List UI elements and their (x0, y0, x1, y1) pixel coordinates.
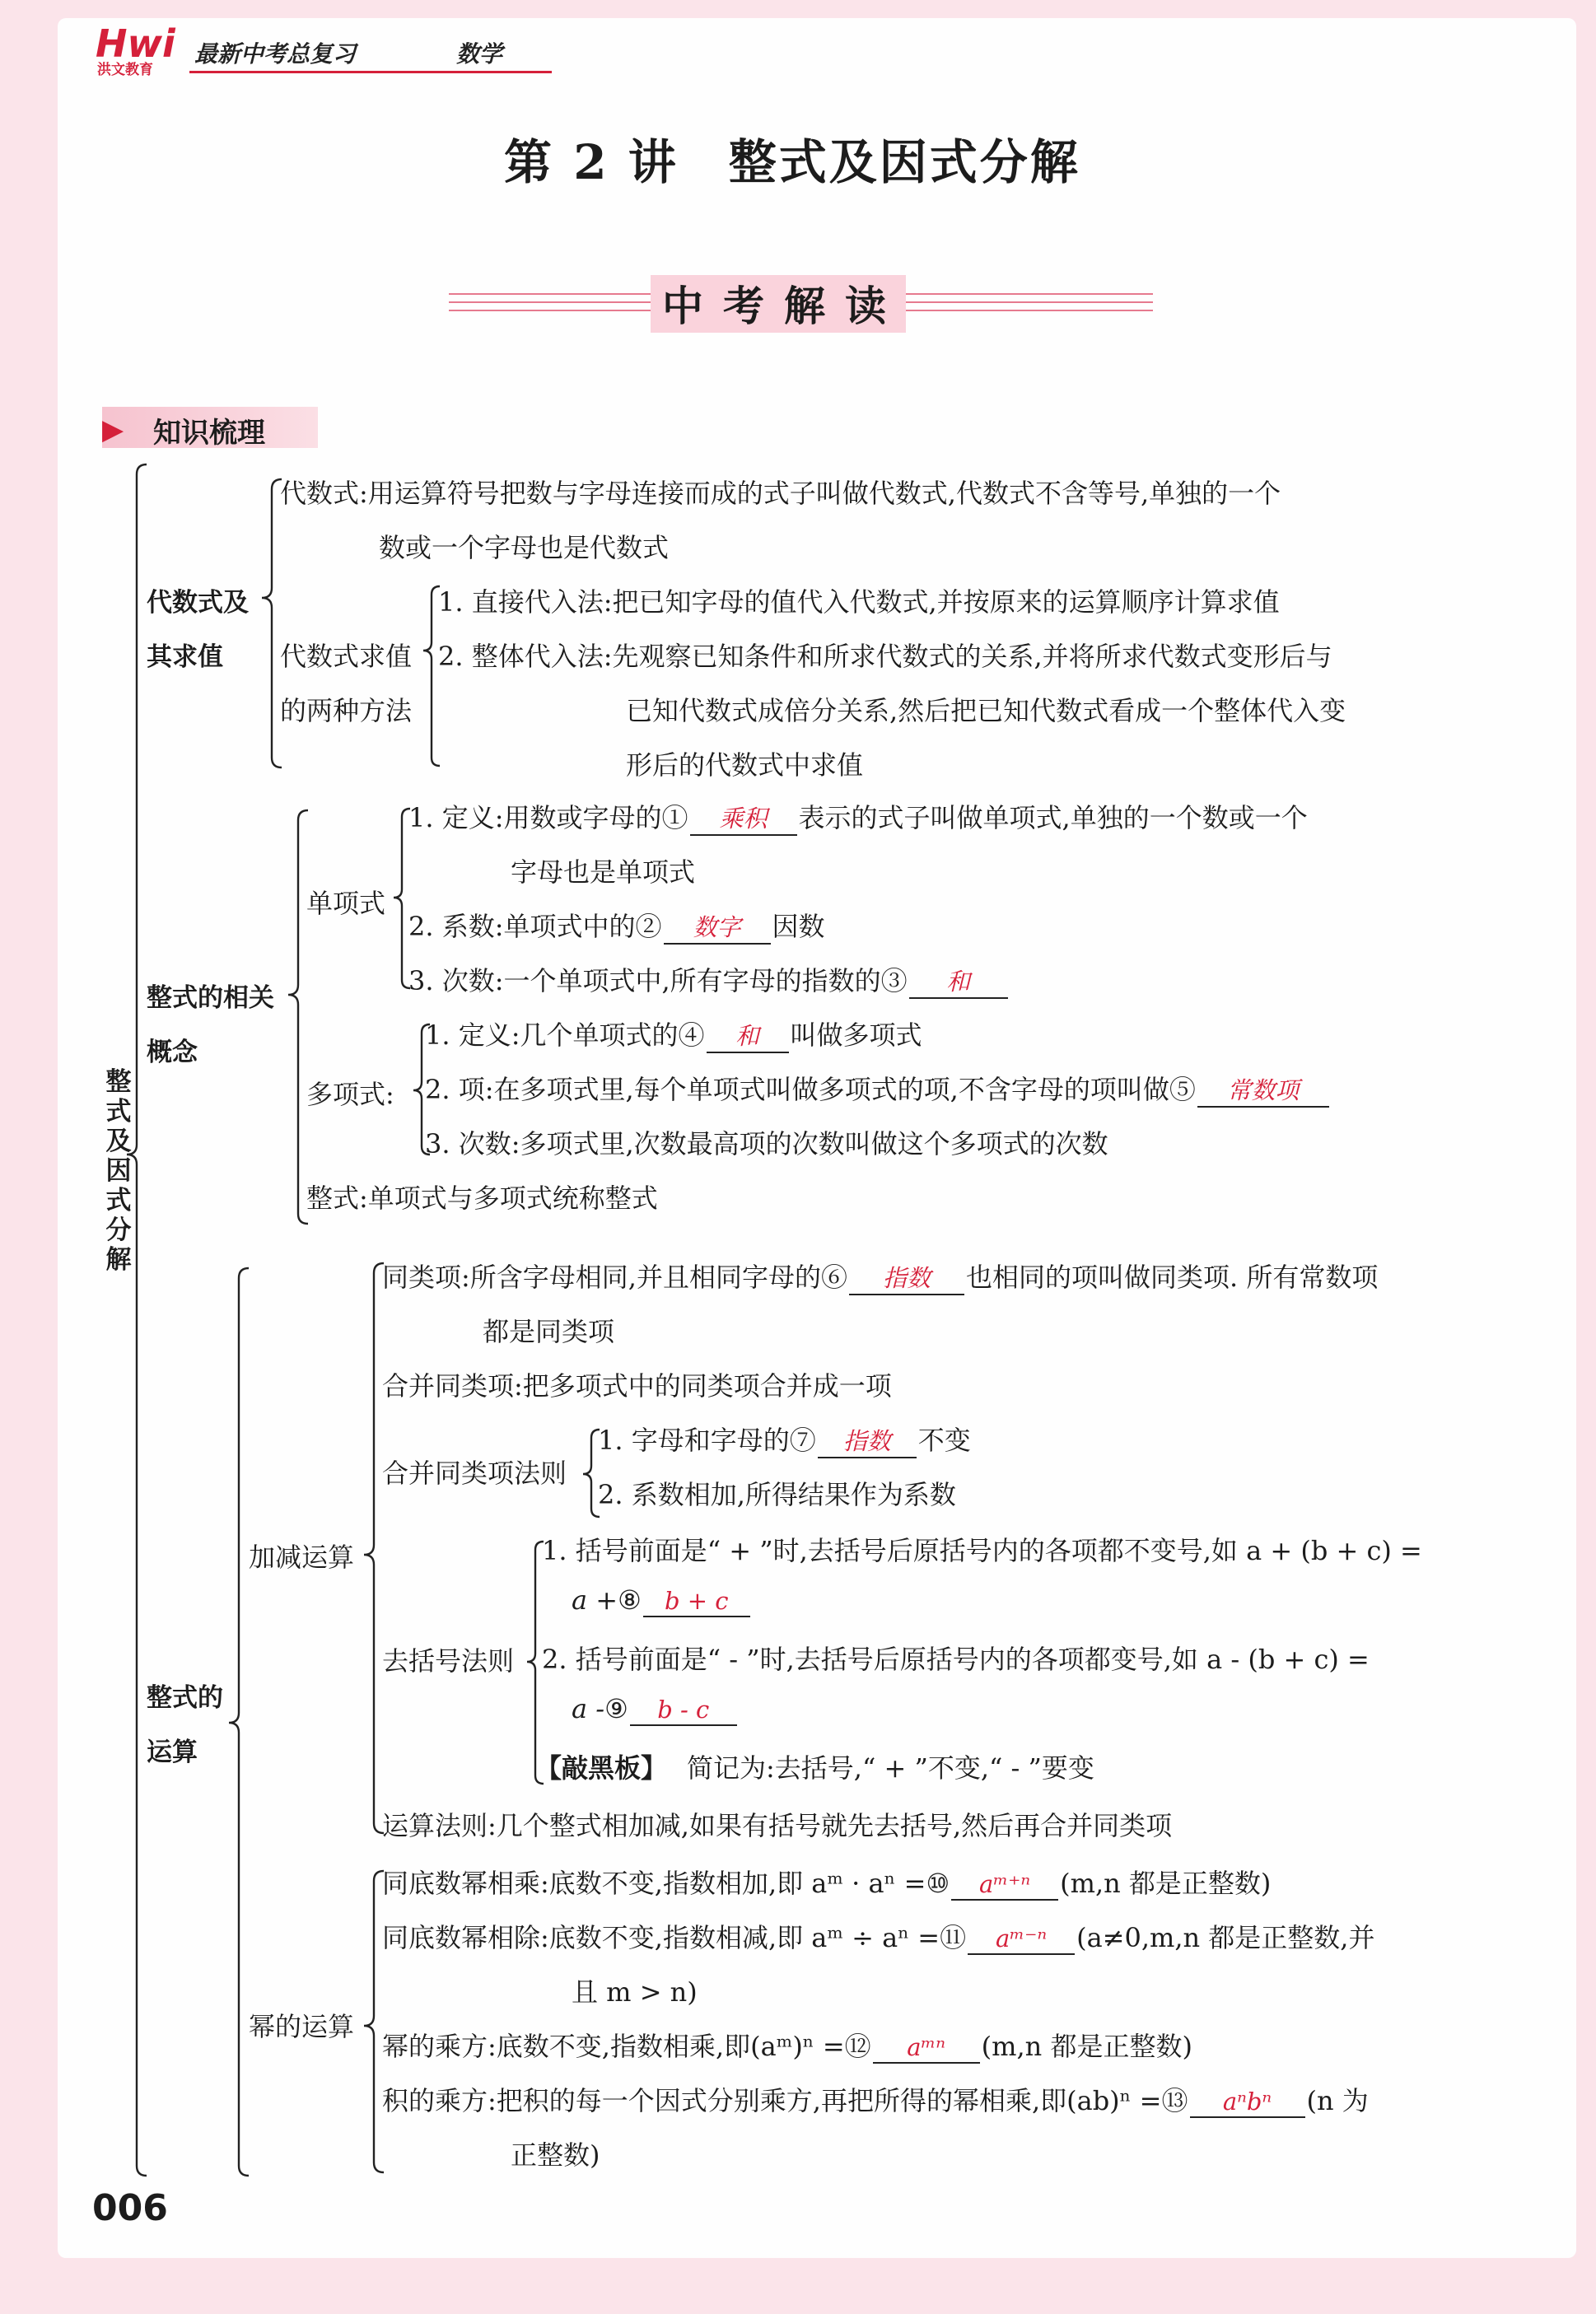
answer-5: 常数项 (1227, 1076, 1300, 1104)
root-label: 整 式 及 因 式 分 解 (105, 1067, 132, 1275)
answer-13: aⁿbⁿ (1222, 2088, 1272, 2116)
concepts-label-2: 概念 (147, 1038, 198, 1067)
power-rule-1: 同底数幂相乘:底数不变,指数相加,即 aᵐ · aⁿ =⑩ aᵐ⁺ⁿ (m,n 都是正整数) (382, 1868, 1272, 1899)
monomial-degree: 3. 次数:一个单项式中,所有字母的指数的③ 和 (408, 960, 1010, 999)
power-label: 幂的运算 (249, 2011, 355, 2042)
addsub-brace (364, 1263, 384, 1833)
power-rule-2-cont: 且 m > n) (572, 1976, 698, 2008)
tip: 【敲黑板】 简记为:去括号,“ + ”不变,“ - ”要变 (535, 1752, 1094, 1784)
series-title: 最新中考总复习 (194, 40, 357, 68)
algebraic-label-2: 其求值 (147, 642, 223, 672)
polynomial-term: 2. 项:在多项式里,每个单项式叫做多项式的项,不含字母的项叫做⑤ 常数项 (425, 1069, 1331, 1108)
answer-4: 和 (735, 1022, 760, 1050)
integral-definition: 整式:单项式与多项式统称整式 (306, 1183, 658, 1214)
bracket-rule-1: 1. 括号前面是“ + ”时,去括号后原括号内的各项都不变号,如 a + (b + c) = (542, 1535, 1422, 1566)
polynomial-label: 多项式: (306, 1079, 394, 1110)
page-number: 006 (92, 2187, 168, 2229)
answer-8: b + c (664, 1587, 729, 1615)
concepts-brace (288, 810, 308, 1224)
combine-rule-label: 合并同类项法则 (382, 1458, 567, 1489)
answer-7: 指数 (842, 1427, 891, 1455)
monomial-label: 单项式 (306, 888, 386, 919)
power-rule-2: 同底数幂相除:底数不变,指数相减,即 aᵐ ÷ aⁿ =⑪ aᵐ⁻ⁿ (a≠0,m,n 都是正整数,并 (382, 1922, 1375, 1953)
combine-rule-2: 2. 系数相加,所得结果作为系数 (598, 1479, 956, 1510)
answer-1: 乘积 (719, 805, 768, 833)
answer-3: 和 (946, 968, 971, 996)
like-terms: 同类项:所含字母相同,并且相同字母的⑥ 指数 也相同的项叫做同类项. 所有常数项 (382, 1257, 1378, 1295)
power-brace (364, 1871, 384, 2172)
root-brace (127, 464, 147, 2176)
bracket-rule-2: 2. 括号前面是“ - ”时,去括号后原括号内的各项都变号,如 a - (b + c) = (542, 1644, 1370, 1675)
polynomial-definition: 1. 定义:几个单项式的④ 和 叫做多项式 (425, 1015, 922, 1053)
method-direct: 1. 直接代入法:把已知字母的值代入代数式,并按原来的运算顺序计算求值 (438, 586, 1280, 618)
answer-10: aᵐ⁺ⁿ (979, 1870, 1031, 1898)
operations-label-2: 运算 (147, 1738, 198, 1767)
methods-brace (423, 586, 440, 766)
bracket-rule-label: 去括号法则 (382, 1645, 515, 1677)
algebraic-definition-cont: 数或一个字母也是代数式 (379, 532, 670, 563)
monomial-definition: 1. 定义:用数或字母的① 乘积 表示的式子叫做单项式,单独的一个数或一个 (408, 797, 1308, 836)
operations-label-1: 整式的 (147, 1683, 223, 1713)
brand-subtitle: 洪文教育 (97, 62, 153, 78)
operation-rule: 运算法则:几个整式相加减,如果有括号就先去括号,然后再合并同类项 (382, 1810, 1173, 1841)
bracket-rule-1-answer: a +⑧ b + c (572, 1584, 752, 1617)
eval-methods-label-1: 代数式求值 (280, 641, 413, 672)
subject-label: 数学 (456, 40, 503, 68)
answer-12: aᵐⁿ (907, 2033, 946, 2061)
combine-like-terms: 合并同类项:把多项式中的同类项合并成一项 (382, 1370, 892, 1402)
arrow-right-icon: ▶ (102, 413, 124, 446)
polynomial-degree: 3. 次数:多项式里,次数最高项的次数叫做这个多项式的次数 (425, 1128, 1108, 1159)
like-terms-cont: 都是同类项 (483, 1316, 615, 1347)
method-whole: 2. 整体代入法:先观察已知条件和所求代数式的关系,并将所求代数式变形后与 (438, 641, 1332, 672)
eval-methods-label-2: 的两种方法 (280, 695, 413, 726)
concepts-label-1: 整式的相关 (147, 983, 274, 1013)
power-rule-4-cont: 正整数) (511, 2139, 600, 2171)
method-whole-cont-1: 已知代数式成倍分关系,然后把已知代数式看成一个整体代入变 (626, 695, 1346, 726)
tip-tag: 【敲黑板】 (535, 1752, 668, 1784)
method-whole-cont-2: 形后的代数式中求值 (626, 749, 864, 781)
combine-rule-brace (583, 1430, 600, 1517)
power-rule-4: 积的乘方:把积的每一个因式分别乘方,再把所得的幂相乘,即(ab)ⁿ =⑬ aⁿbⁿ (n 为 (382, 2085, 1369, 2116)
page-title: 第 2 讲 整式及因式分解 (504, 134, 1080, 190)
answer-9: b - c (657, 1696, 710, 1724)
monomial-coefficient: 2. 系数:单项式中的② 数字 因数 (408, 906, 825, 945)
monomial-brace (394, 809, 410, 988)
power-rule-3: 幂的乘方:底数不变,指数相乘,即(aᵐ)ⁿ =⑫ aᵐⁿ (m,n 都是正整数) (382, 2031, 1192, 2062)
bracket-rule-2-answer: a -⑨ b - c (572, 1693, 739, 1726)
answer-11: aᵐ⁻ⁿ (996, 1924, 1048, 1952)
operations-brace (229, 1268, 249, 2176)
brand-logo: Hwi (96, 21, 175, 66)
section-title: 知识梳理 (153, 417, 265, 450)
banner-title: 中考解读 (662, 282, 906, 330)
algebraic-label-1: 代数式及 (147, 588, 249, 618)
answer-6: 指数 (882, 1264, 931, 1292)
combine-rule-1: 1. 字母和字母的⑦ 指数 不变 (598, 1420, 971, 1458)
algebraic-brace (262, 479, 282, 767)
addsub-label: 加减运算 (249, 1542, 355, 1573)
algebraic-definition: 代数式:用运算符号把数与字母连接而成的式子叫做代数式,代数式不含等号,单独的一个 (280, 478, 1281, 509)
answer-2: 数字 (693, 913, 741, 941)
monomial-definition-cont: 字母也是单项式 (511, 856, 696, 888)
